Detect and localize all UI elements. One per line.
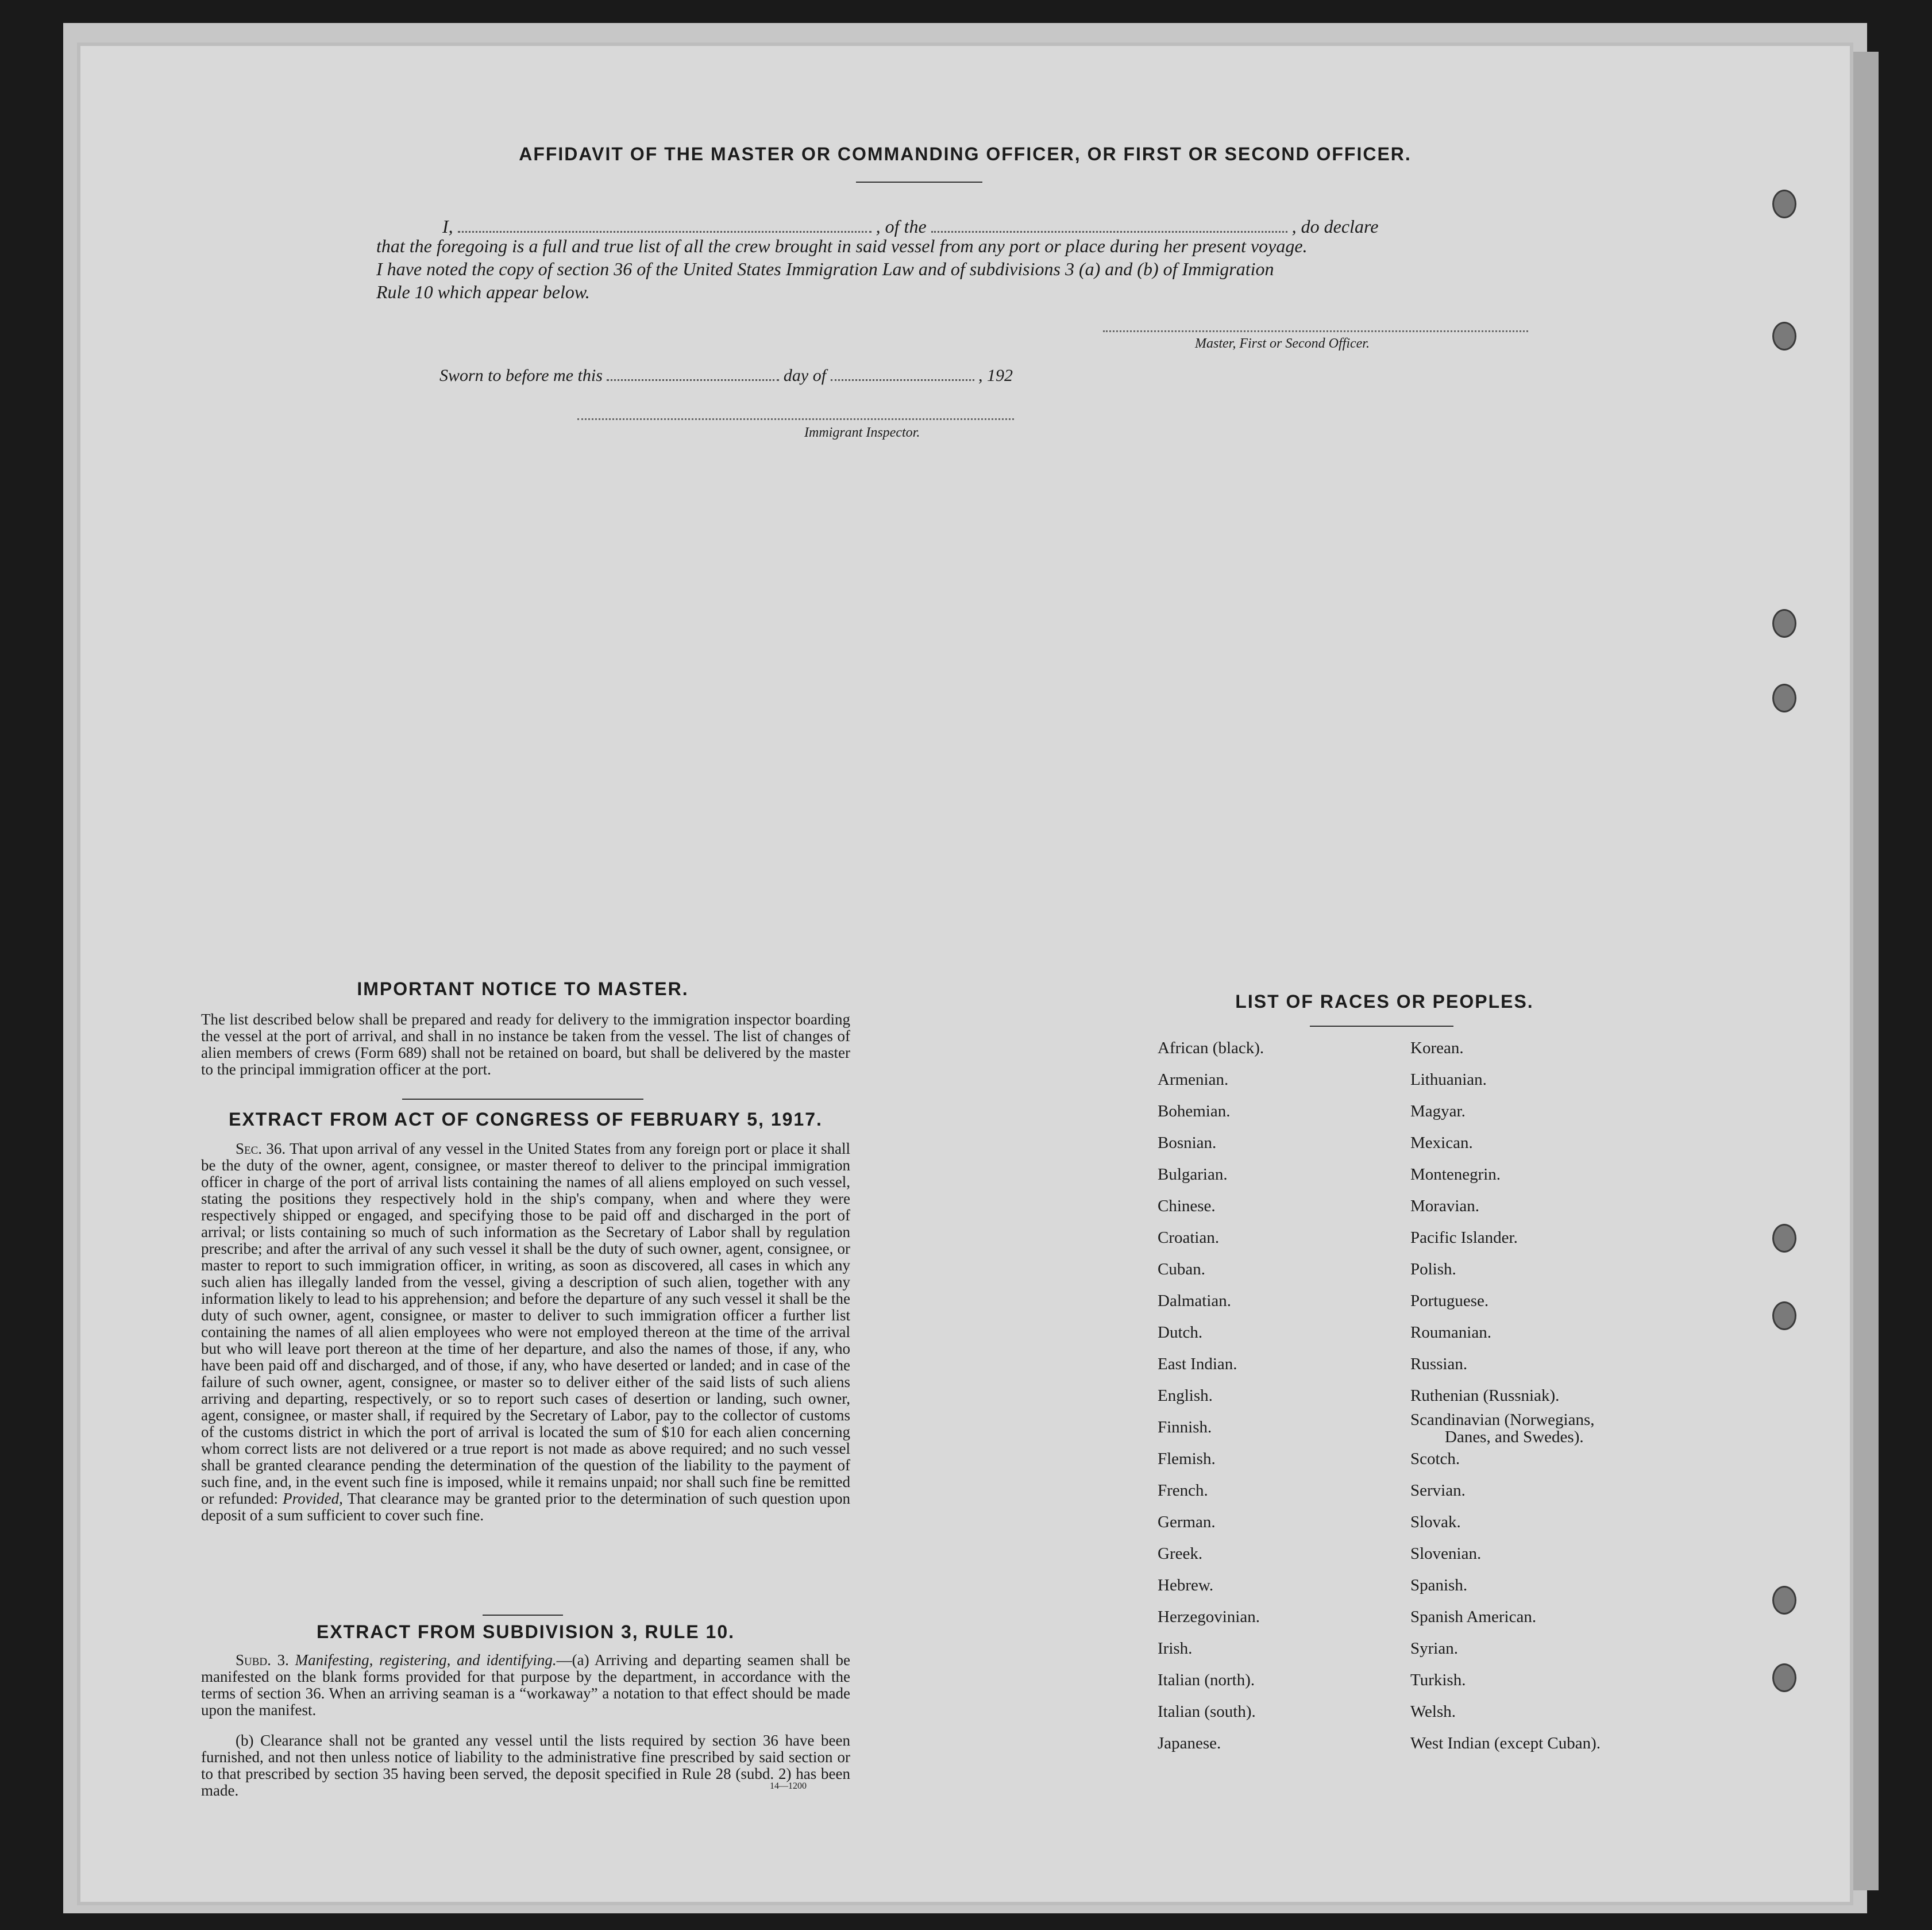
race-left-item: English. — [1158, 1386, 1213, 1405]
race-right-item: Slovak. — [1410, 1513, 1461, 1531]
race-right-item: Syrian. — [1410, 1639, 1458, 1658]
act-title: EXTRACT FROM ACT OF CONGRESS OF FEBRUARY 5, 1917. — [229, 1109, 823, 1130]
race-right-item: Roumanian. — [1410, 1323, 1491, 1342]
act-body: That upon arrival of any vessel in the United States from any foreign port or place it shall be the duty of the owner, agent, consignee, or master thereof to deliver to the principal immigration officer in charge of the port of arrival lists containing the names of all aliens employed on such vessel, stating the positions they respectively hold in the ship's company, when and where they were respectively shipped or engaged, and specifying those to be paid off and discharged in the port of arrival; or lists containing so much of such information as the Secretary of Labor shall by regulation prescribe; and after the arrival of any such vessel it shall be the duty of such owner, agent, consignee, or master to report to such immigration officer, in writing, as soon as discovered, all cases in which any such alien has illegally landed from the vessel, giving a description of such alien, together with any information likely to lead to his apprehension; and before the departure of any such vessel it shall be the duty of such owner, agent, consignee, or master to deliver to such immigration officer a further list containing the names of all alien employees who were not employed thereon at the time of the arrival but who will leave port thereon at the time of her departure, and also the names of those, if any, who have been paid off and discharged, and of those, if any, who have deserted or landed; and in case of the failure of such owner, agent, consignee, or master so to deliver either of the said lists of such aliens arriving and departing, respectively, or so to report such cases of desertion or landing, such owner, agent, consignee, or master shall, if required by the Secretary of Labor, pay to the collector of customs of the customs district in which the port of arrival is located the sum of $10 for each alien concerning whom correct lists are not delivered or a true report is not made as above required; and no such vessel shall be granted clearance pending the determination of the question of the liability to the payment of such fine, and, in the event such fine is imposed, while it remains unpaid; nor shall such fine be remitted or refunded: — [201, 1140, 850, 1507]
race-left-item: Italian (south). — [1158, 1702, 1256, 1721]
affidavit-line-1 — [442, 213, 1534, 237]
race-left-item: Bohemian. — [1158, 1102, 1231, 1120]
race-right-item: Russian. — [1410, 1355, 1468, 1373]
race-right-item: Ruthenian (Russniak). — [1410, 1386, 1560, 1405]
race-right-item: Welsh. — [1410, 1702, 1456, 1721]
binder-hole — [1772, 190, 1796, 218]
race-right-item: Danes, and Swedes). — [1445, 1428, 1584, 1446]
binder-hole — [1772, 1586, 1796, 1615]
race-right-item: Servian. — [1410, 1481, 1466, 1500]
race-right-item: Mexican. — [1410, 1134, 1473, 1152]
race-left-item: Dalmatian. — [1158, 1292, 1232, 1310]
binder-hole — [1772, 684, 1796, 712]
name-blank[interactable] — [458, 213, 871, 233]
sworn-line — [439, 362, 1244, 386]
race-right-item: Pacific Islander. — [1410, 1228, 1518, 1247]
affidavit-line-4: Rule 10 which appear below. — [376, 282, 590, 302]
races-divider — [1310, 1026, 1453, 1027]
inspector-signature-line[interactable] — [577, 418, 1014, 420]
rule-subd-heading: Manifesting, registering, and identifying. — [295, 1651, 557, 1669]
affidavit-title: AFFIDAVIT OF THE MASTER OR COMMANDING OFFICER, OR FIRST OR SECOND OFFICER. — [519, 144, 1412, 164]
race-right-item: Polish. — [1410, 1260, 1456, 1278]
affidavit-line-2: that the foregoing is a full and true list of all the crew brought in said vessel from any port or place during her present voyage. — [376, 236, 1308, 256]
race-left-item: East Indian. — [1158, 1355, 1237, 1373]
race-left-item: Armenian. — [1158, 1070, 1229, 1089]
race-left-item: Flemish. — [1158, 1450, 1216, 1468]
race-right-item: Portuguese. — [1410, 1292, 1489, 1310]
document-page — [80, 46, 1850, 1902]
act-divider — [483, 1615, 563, 1616]
master-signature-label: Master, First or Second Officer. — [1195, 336, 1370, 351]
race-left-item: Bulgarian. — [1158, 1165, 1228, 1184]
race-left-item: Cuban. — [1158, 1260, 1205, 1278]
races-title: LIST OF RACES OR PEOPLES. — [1235, 991, 1534, 1012]
race-right-item: Scandinavian (Norwegians, — [1410, 1411, 1595, 1429]
rule-title: EXTRACT FROM SUBDIVISION 3, RULE 10. — [316, 1621, 735, 1642]
notice-title: IMPORTANT NOTICE TO MASTER. — [357, 979, 689, 999]
notice-divider — [402, 1099, 643, 1100]
race-right-item: Montenegrin. — [1410, 1165, 1501, 1184]
race-right-item: Korean. — [1410, 1039, 1464, 1057]
race-right-item: Spanish. — [1410, 1576, 1468, 1594]
race-left-item: Japanese. — [1158, 1734, 1221, 1752]
race-left-item: Dutch. — [1158, 1323, 1203, 1342]
page-edge — [1850, 52, 1879, 1890]
race-left-item: Finnish. — [1158, 1418, 1212, 1436]
affidavit-i: I, — [442, 216, 453, 237]
rule-para-b: (b) Clearance shall not be granted any vessel until the lists required by section 36 have been furnished, and not then unless notice of liability to the administrative fine prescribed by said section or to that prescribed by section 35 having been served, the deposit specified in Rule 28 (subd. 2) has been made. — [201, 1732, 850, 1799]
race-left-item: Greek. — [1158, 1544, 1203, 1563]
race-left-item: Herzegovinian. — [1158, 1608, 1260, 1626]
act-provided: Provided, — [283, 1490, 343, 1507]
race-right-item: Turkish. — [1410, 1671, 1466, 1689]
act-text — [201, 1141, 850, 1524]
binder-hole — [1772, 1224, 1796, 1253]
race-left-item: Chinese. — [1158, 1197, 1216, 1215]
race-right-item: Moravian. — [1410, 1197, 1479, 1215]
race-left-item: Irish. — [1158, 1639, 1193, 1658]
race-left-item: Italian (north). — [1158, 1671, 1255, 1689]
race-left-item: German. — [1158, 1513, 1216, 1531]
race-left-item: French. — [1158, 1481, 1208, 1500]
act-body-end: That clearance may be granted prior to the determination of such question upon deposit of a sum sufficient to cover such fine. — [201, 1490, 851, 1524]
inspector-label: Immigrant Inspector. — [804, 425, 920, 440]
rule-subd-label: Subd. 3. — [236, 1651, 289, 1669]
sworn-day-of: day of — [783, 366, 827, 385]
race-right-item: Magyar. — [1410, 1102, 1466, 1120]
affidavit-line-3: I have noted the copy of section 36 of the United States Immigration Law and of subdivisions 3 (a) and (b) of Immigration — [376, 259, 1274, 279]
sworn-day-blank[interactable] — [607, 362, 779, 381]
affidavit-of-the: , of the — [876, 216, 927, 237]
race-right-item: Lithuanian. — [1410, 1070, 1487, 1089]
notice-text: The list described below shall be prepared and ready for delivery to the immigration inspector boarding the vessel at the port of arrival, and shall in no instance be taken from the vessel. The list of changes of alien members of crews (Form 689) shall not be retained on board, but shall be delivered by the master to the principal immigration officer at the port. — [201, 1011, 850, 1078]
race-left-item: African (black). — [1158, 1039, 1264, 1057]
race-right-item: Slovenian. — [1410, 1544, 1482, 1563]
act-section-label: Sec. 36. — [236, 1140, 286, 1157]
affidavit-do-declare: , do declare — [1291, 216, 1379, 237]
master-signature-line[interactable] — [1103, 330, 1528, 332]
sworn-month-blank[interactable] — [831, 362, 974, 381]
form-number: 14—1200 — [770, 1781, 807, 1791]
race-right-item: Scotch. — [1410, 1450, 1460, 1468]
binder-hole — [1772, 322, 1796, 350]
title-divider — [856, 182, 982, 183]
race-left-item: Hebrew. — [1158, 1576, 1214, 1594]
rule-para-a — [201, 1652, 850, 1719]
sworn-prefix: Sworn to before me this — [439, 366, 603, 385]
race-left-item: Croatian. — [1158, 1228, 1220, 1247]
rule-para-a-text: —(a) Arriving and departing seamen shall be manifested on the blank forms provided for that purpose by the department, in accordance with the terms of section 36. When an arriving seaman is a “workaway” a notation to that effect should be made upon the manifest. — [201, 1651, 850, 1719]
binder-hole — [1772, 1301, 1796, 1330]
vessel-blank[interactable] — [931, 213, 1287, 233]
sworn-year: , 192 — [978, 366, 1013, 385]
race-left-item: Bosnian. — [1158, 1134, 1217, 1152]
binder-hole — [1772, 1663, 1796, 1692]
race-right-item: Spanish American. — [1410, 1608, 1537, 1626]
binder-hole — [1772, 609, 1796, 638]
race-right-item: West Indian (except Cuban). — [1410, 1734, 1601, 1752]
